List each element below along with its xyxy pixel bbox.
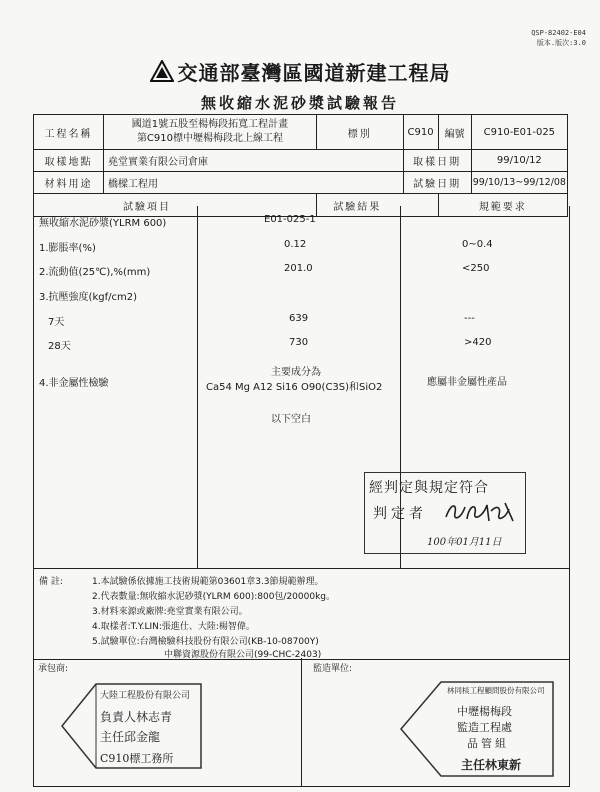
product-name: 無收縮水泥砂漿(YLRM 600) [39, 218, 167, 229]
organization-header [0, 56, 600, 86]
supervisor-stamp-line2: 監造工程處 [457, 721, 512, 734]
document-code-block [531, 28, 586, 48]
strength-7day-result: 639 [289, 313, 309, 324]
contractor-stamp-site: C910標工務所 [100, 752, 174, 765]
note-4: 4.取樣者:T.Y.LIN:張進仕、大陸:楊智偉。 [92, 622, 255, 632]
judgment-stamp-line2: 判定者 [373, 506, 427, 522]
flow-value-result: 201.0 [284, 263, 313, 274]
project-name-line2: 第C910標中壢楊梅段北上線工程 [136, 133, 284, 144]
organization-name: 交通部臺灣區國道新建工程局 [177, 60, 451, 85]
sample-date-value: 99/10/12 [471, 150, 567, 172]
strength-28day-result: 730 [289, 337, 309, 348]
judge-signature-icon [443, 499, 519, 525]
contractor-label: 承包商: [38, 664, 69, 674]
supervisor-stamp-line3: 品管組 [467, 737, 509, 750]
section-label: 標別 [317, 115, 404, 150]
judgment-stamp [364, 472, 526, 554]
note-1: 1.本試驗係依據施工技術規範第03601章3.3節規範辦理。 [92, 577, 324, 587]
flow-value-spec: <250 [462, 263, 490, 274]
location-value: 堯堂實業有限公司倉庫 [103, 150, 403, 172]
nonmetallic-result-line2: Ca54 Mg A12 Si16 O90(C3S)和SiO2 [206, 382, 383, 393]
supervisor-stamp-company: 林同棪工程顧問股份有限公司 [447, 686, 545, 695]
ministry-logo-icon [150, 60, 174, 82]
expansion-rate-item: 1.膨脹率(%) [39, 243, 96, 254]
location-label: 取樣地點 [34, 150, 104, 172]
project-name-label: 工程名稱 [34, 115, 104, 150]
product-id: E01-025-1 [264, 214, 316, 225]
contractor-stamp-role1: 負責人林志青 [100, 710, 173, 724]
judgment-stamp-line1: 經判定與規定符合 [369, 480, 489, 496]
column-test-result: 試驗結果 [317, 194, 439, 217]
flow-value-item: 2.流動值(25℃),%(mm) [39, 267, 151, 278]
results-divider-1 [197, 206, 198, 568]
supervisor-stamp-line1: 中壢楊梅段 [457, 705, 512, 718]
strength-28day-spec: >420 [464, 337, 492, 348]
document-code: QSP-82402-E04 [531, 29, 586, 37]
column-test-item: 試驗項目 [34, 194, 317, 217]
note-5: 5.試驗單位:台灣檢驗科技股份有限公司(KB-10-08700Y) [92, 637, 319, 647]
strength-7day-spec: --- [464, 313, 475, 324]
note-5b: 中聯資源股份有限公司(99-CHC-2403) [164, 650, 322, 660]
nonmetallic-spec: 應屬非金屬性產品 [427, 377, 507, 388]
signature-section [33, 658, 570, 787]
signature-divider [301, 658, 302, 786]
nonmetallic-result-line1: 主要成分為 [271, 367, 321, 378]
strength-7day-item: 7天 [48, 317, 65, 328]
number-value: C910-E01-025 [471, 115, 567, 150]
supervisor-label: 監造單位: [313, 664, 353, 674]
contractor-stamp [56, 676, 206, 776]
material-use-label: 材料用途 [34, 172, 104, 194]
project-name-value [103, 115, 316, 150]
judgment-date: 100年01月11日 [427, 537, 502, 548]
supervisor-stamp-signature: 主任林東新 [461, 758, 522, 772]
material-use-value: 橋樑工程用 [103, 172, 403, 194]
note-2: 2.代表數量:無收縮水泥砂漿(YLRM 600):800包/20000kg。 [92, 592, 336, 602]
note-3: 3.材料來源或廠牌:堯堂實業有限公司。 [92, 607, 248, 617]
contractor-stamp-role2: 主任邱金龍 [100, 730, 161, 744]
expansion-rate-result: 0.12 [284, 239, 307, 250]
test-date-value: 99/10/13~99/12/08 [471, 172, 567, 194]
version-label: 版本.版次:3.0 [536, 39, 586, 47]
blank-below-note: 以下空白 [271, 414, 311, 425]
test-date-label: 試驗日期 [403, 172, 471, 194]
notes-label: 備 註: [39, 577, 63, 587]
contractor-stamp-company: 大陸工程股份有限公司 [100, 691, 191, 701]
column-spec-requirement: 規範要求 [438, 194, 567, 217]
nonmetallic-test-item: 4.非金屬性檢驗 [39, 378, 109, 389]
project-name-line1: 國道1號五股至楊梅段拓寬工程計畫 [131, 119, 289, 130]
header-table [33, 114, 568, 217]
section-value: C910 [403, 115, 438, 150]
results-section [33, 206, 570, 568]
compressive-strength-item: 3.抗壓強度(kgf/cm2) [39, 292, 137, 303]
supervisor-stamp [397, 676, 557, 782]
notes-section [33, 568, 570, 660]
strength-28day-item: 28天 [48, 341, 71, 352]
sample-date-label: 取樣日期 [403, 150, 471, 172]
number-label: 編號 [438, 115, 471, 150]
report-title: 無收縮水泥砂漿試驗報告 [200, 94, 399, 112]
expansion-rate-spec: 0~0.4 [462, 239, 493, 250]
